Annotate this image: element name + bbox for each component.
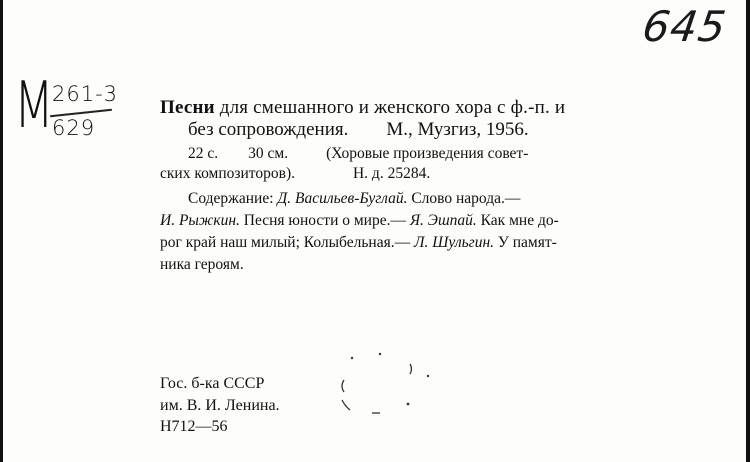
card-edge-left bbox=[0, 0, 3, 462]
shelfmark-number-bottom: 629 bbox=[52, 116, 96, 140]
contents-author-1: Д. Васильев-Буглай. bbox=[277, 190, 408, 207]
contents-author-4: Л. Шульгин. bbox=[413, 234, 495, 251]
contents-title-2: Песня юности о мире.— bbox=[239, 212, 410, 229]
series-line-2 bbox=[160, 165, 430, 183]
series-note: (Хоровые произведения совет- bbox=[326, 145, 529, 162]
collation-line bbox=[188, 145, 528, 163]
series-note-cont: ских композиторов). bbox=[160, 165, 295, 182]
holder-line-2: им. В. И. Ленина. bbox=[160, 396, 280, 414]
title-text: для смешанного и женского хора с ф.-п. и bbox=[214, 97, 566, 118]
faded-stamp-mark bbox=[330, 350, 440, 425]
contents-author-3: Я. Эшпай. bbox=[409, 212, 477, 229]
contents-label: Содержание: bbox=[188, 190, 278, 207]
shelfmark-letter: M bbox=[14, 69, 54, 143]
contents-line-1 bbox=[188, 190, 520, 208]
contents-line-4 bbox=[160, 256, 244, 274]
title-continuation: без сопровождения. bbox=[188, 119, 349, 140]
shelfmark bbox=[14, 69, 124, 154]
shelfmark-number-top: 261-3 bbox=[52, 82, 119, 106]
title-line-2 bbox=[188, 119, 529, 141]
contents-title-3: Как мне до- bbox=[476, 212, 559, 229]
handwritten-page-number: 645 bbox=[639, 2, 730, 51]
library-holder bbox=[160, 373, 280, 438]
contents-title-4-cont: ника героям. bbox=[160, 256, 244, 273]
contents-line-3 bbox=[160, 234, 557, 252]
title-heading: Песни bbox=[160, 97, 215, 118]
pages: 22 с. bbox=[188, 145, 219, 162]
contents-title-1: Слово народа.— bbox=[407, 190, 521, 207]
holder-line-1: Гос. б-ка СССР bbox=[160, 375, 265, 392]
contents-author-2: И. Рыжкин. bbox=[160, 212, 240, 229]
contents-title-4: У памят- bbox=[494, 234, 557, 251]
size: 30 см. bbox=[248, 145, 289, 162]
contents-title-3-cont: рог край наш милый; Колыбельная.— bbox=[160, 234, 414, 251]
imprint: М., Музгиз, 1956. bbox=[386, 119, 529, 140]
publisher-number: Н. д. 25284. bbox=[352, 165, 431, 182]
card-edge-right bbox=[746, 0, 750, 462]
contents-line-2 bbox=[160, 212, 559, 230]
title-line bbox=[160, 97, 565, 119]
holder-line-3: Н712—56 bbox=[160, 418, 228, 435]
